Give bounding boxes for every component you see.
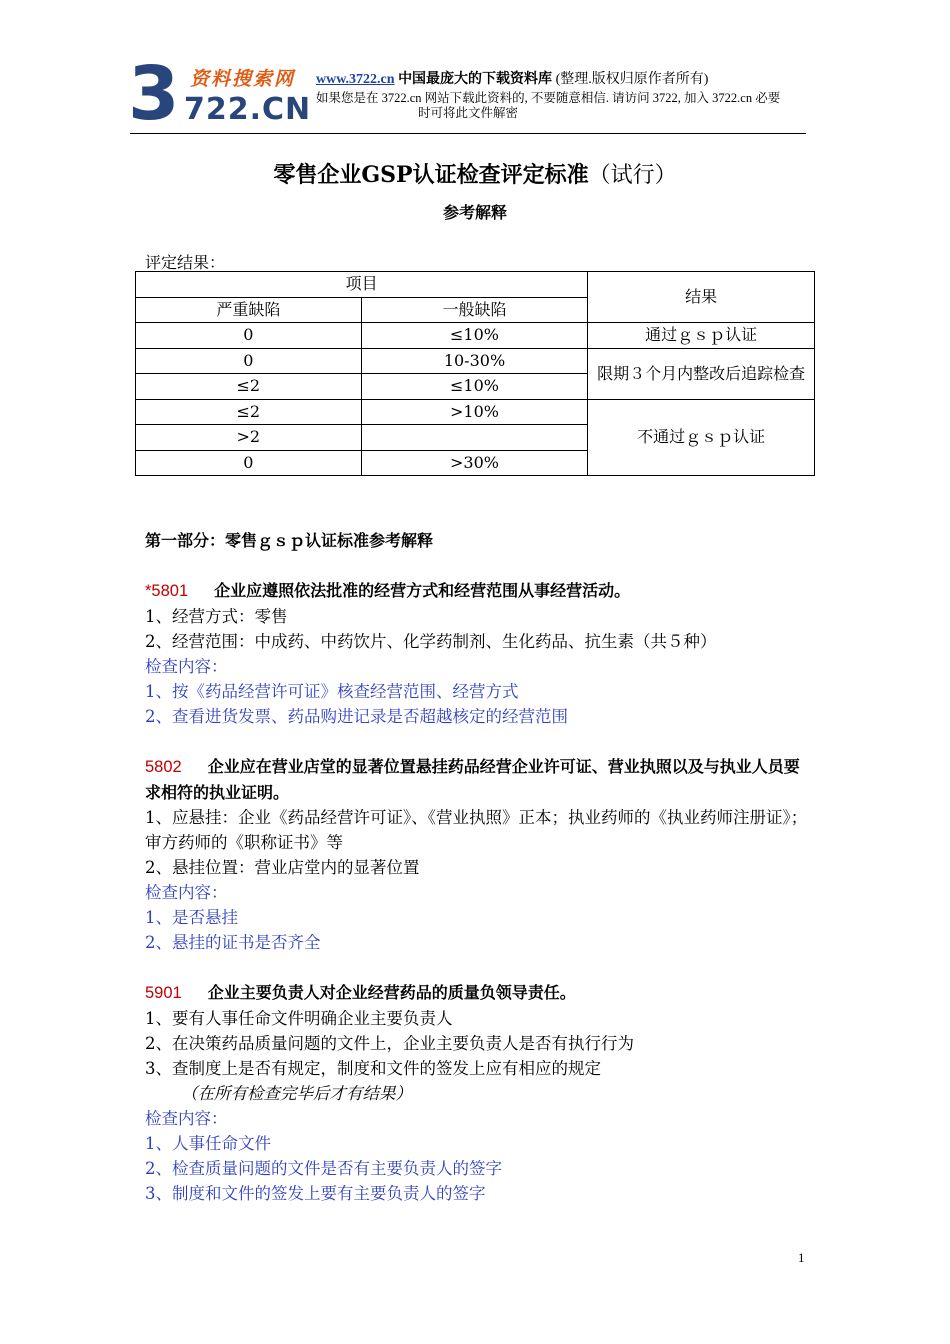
- header-general: 一般缺陷: [361, 297, 588, 323]
- item-5901-heading: 5901 企业主要负责人对企业经营药品的质量负领导责任。: [145, 983, 576, 1002]
- cell-serious: 0: [136, 348, 362, 374]
- item-code: *5801: [145, 582, 189, 600]
- header-divider: [130, 133, 806, 134]
- cell-serious: 0: [136, 323, 362, 349]
- cell-general: 10-30%: [361, 348, 588, 374]
- cell-result-pass: 通过ｇｓｐ认证: [588, 323, 815, 349]
- cell-serious: ≤2: [136, 374, 362, 400]
- header-tagline: 中国最庞大的下载资料库: [398, 72, 553, 87]
- item-note: （在所有检查完毕后才有结果）: [181, 1084, 412, 1103]
- cell-serious: ≤2: [136, 399, 362, 425]
- cell-result-fail: 不通过ｇｓｐ认证: [588, 399, 815, 476]
- check-line: 3、制度和文件的签发上要有主要负责人的签字: [145, 1184, 486, 1203]
- check-label: 检查内容：: [145, 1109, 228, 1128]
- table-row: [136, 323, 815, 349]
- part1-title: 第一部分：零售ｇｓｐ认证标准参考解释: [145, 531, 434, 550]
- item-code: 5901: [145, 984, 182, 1002]
- header-notice-2: 时可将此文件解密: [418, 106, 519, 120]
- check-line: 2、检查质量问题的文件是否有主要负责人的签字: [145, 1159, 502, 1178]
- header-project: 项目: [136, 272, 588, 298]
- check-line: 1、按《药品经营许可证》核查经营范围、经营方式: [145, 682, 519, 701]
- page-subtitle: 参考解释: [442, 203, 507, 222]
- table-row: [136, 348, 815, 374]
- cell-general: >30%: [361, 450, 588, 476]
- page-number: 1: [798, 1250, 805, 1265]
- title-paren: （试行）: [588, 163, 677, 188]
- logo-domain: 722.CN: [184, 92, 312, 127]
- check-line: 1、人事任命文件: [145, 1134, 271, 1153]
- check-label: 检查内容：: [145, 657, 228, 676]
- header-rights: (整理.版权归原作者所有): [555, 72, 709, 87]
- header-line-1: [316, 68, 708, 88]
- item-line: 3、查制度上是否有规定，制度和文件的签发上应有相应的规定: [145, 1059, 601, 1078]
- item-5801-heading: *5801 企业应遵照依法批准的经营方式和经营范围从事经营活动。: [145, 581, 631, 600]
- cell-general: ≤10%: [361, 374, 588, 400]
- header-serious: 严重缺陷: [136, 297, 362, 323]
- table-row: [136, 399, 815, 425]
- item-line: 1、经营方式：零售: [145, 607, 288, 626]
- item-line: 1、应悬挂：企业《药品经营许可证》、《营业执照》正本；执业药师的《执业药师注册证》；审方药师的《职称证书》等: [145, 808, 808, 852]
- cell-result-rectify: 限期３个月内整改后追踪检查: [588, 348, 815, 399]
- cell-general: >10%: [361, 399, 588, 425]
- evaluation-table: [135, 271, 815, 476]
- evaluation-label: 评定结果：: [145, 253, 226, 272]
- item-line: 2、悬挂位置：营业店堂内的显著位置: [145, 858, 420, 877]
- header-result: 结果: [588, 272, 815, 323]
- cell-serious: 0: [136, 450, 362, 476]
- site-link[interactable]: www.3722.cn: [316, 72, 395, 87]
- check-line: 2、悬挂的证书是否齐全: [145, 933, 321, 952]
- item-code: 5802: [145, 758, 182, 776]
- title-main: 零售企业GSP认证检查评定标准: [273, 162, 589, 188]
- cell-serious: >2: [136, 425, 362, 451]
- item-line: 1、要有人事任命文件明确企业主要负责人: [145, 1009, 453, 1028]
- item-5802-heading: 5802 企业应在营业店堂的显著位置悬挂药品经营企业许可证、营业执照以及与执业人员要求相符的执业证明。: [145, 757, 800, 802]
- item-line: 2、在决策药品质量问题的文件上，企业主要负责人是否有执行行为: [145, 1034, 634, 1053]
- header-notice-1: 如果您是在 3722.cn 网站下载此资料的, 不要随意相信. 请访问 3722, 加入 3722.cn 必要: [316, 91, 781, 105]
- cell-general: [361, 425, 588, 451]
- check-label: 检查内容：: [145, 883, 228, 902]
- site-logo: [128, 51, 318, 137]
- item-line: 2、经营范围：中成药、中药饮片、化学药制剂、生化药品、抗生素（共５种）: [145, 632, 717, 651]
- table-header-row: [136, 272, 815, 298]
- document-body: [145, 528, 815, 1206]
- check-line: 1、是否悬挂: [145, 908, 238, 927]
- page-title: [0, 158, 950, 189]
- cell-general: ≤10%: [361, 323, 588, 349]
- logo-cn-text: 资料搜索网: [190, 68, 296, 90]
- logo-digit: 3: [128, 51, 180, 137]
- check-line: 2、查看进货发票、药品购进记录是否超越核定的经营范围: [145, 707, 568, 726]
